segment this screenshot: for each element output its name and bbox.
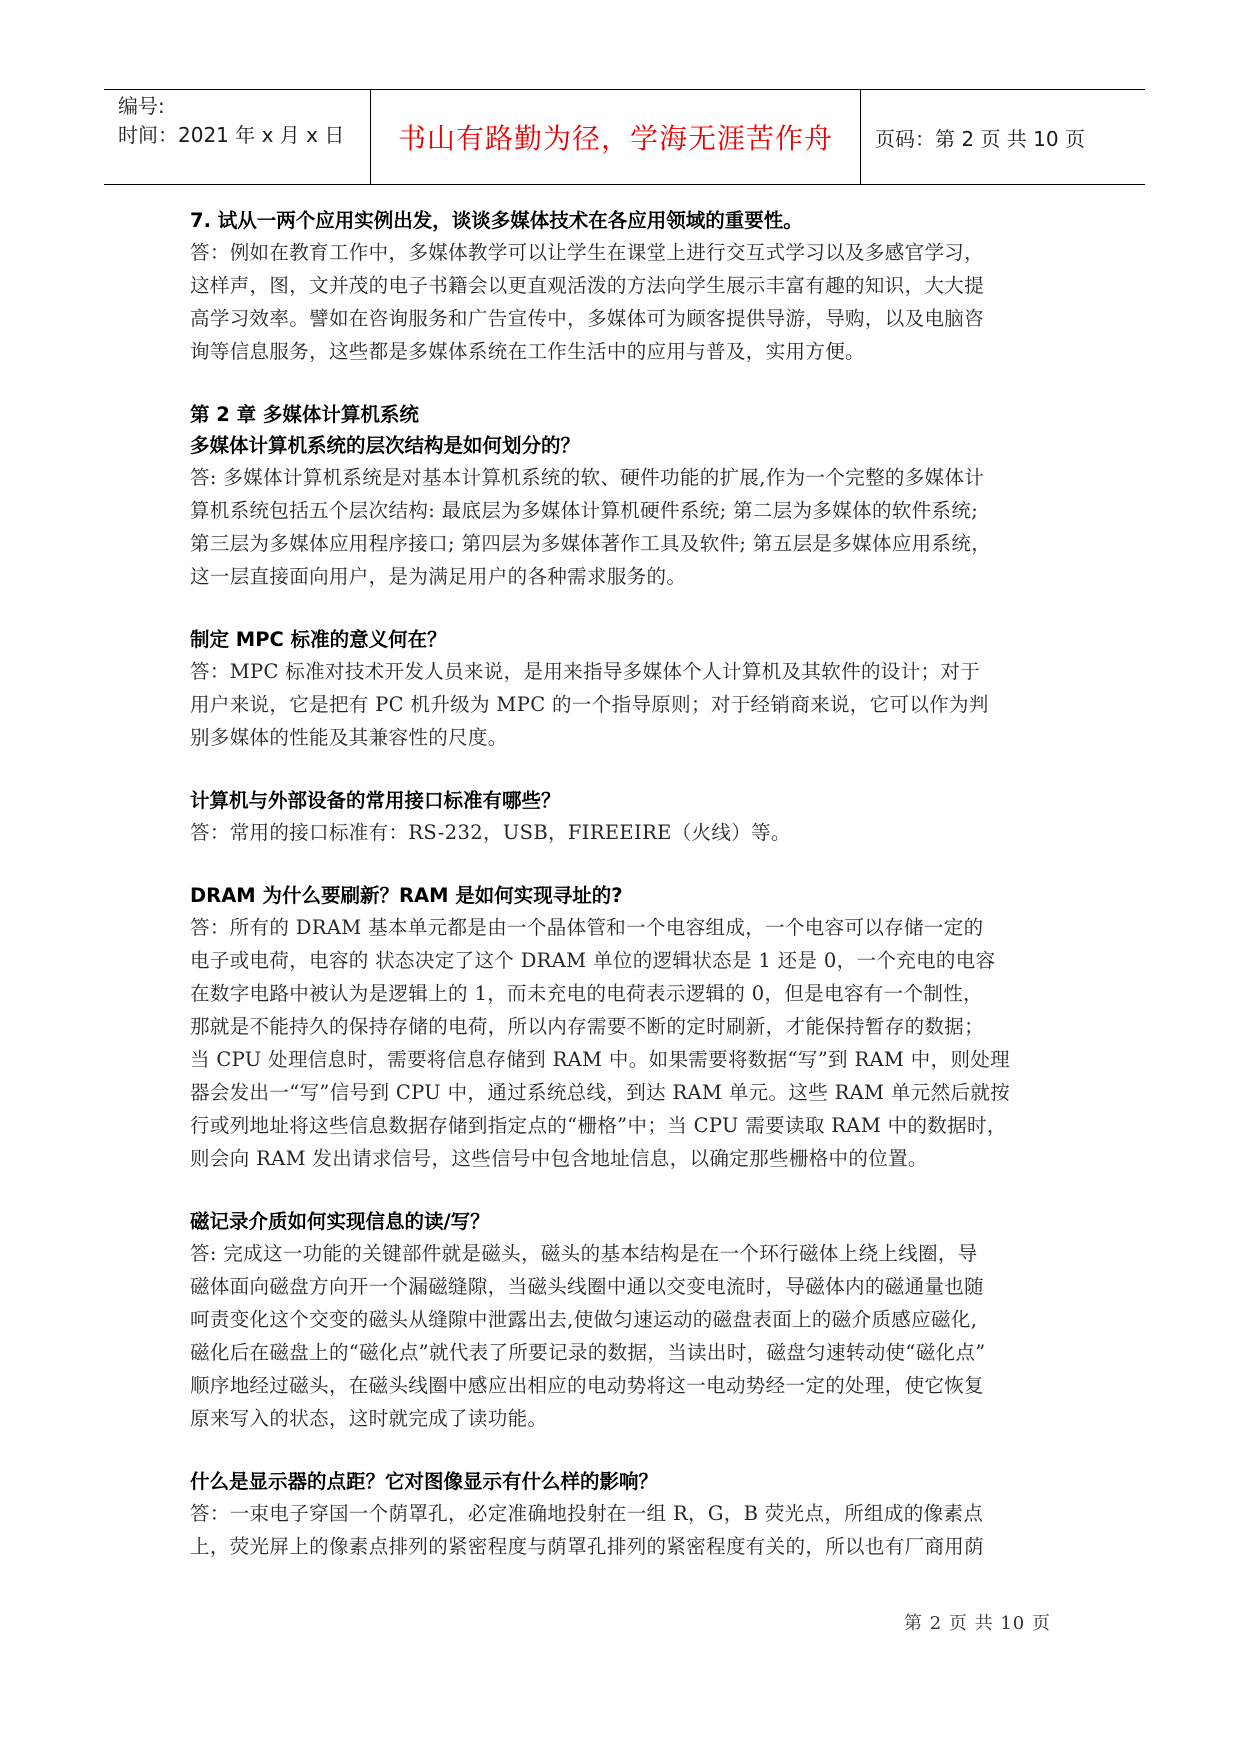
answer-line: 那就是不能持久的保持存储的电荷，所以内存需要不断的定时刷新，才能保持暂存的数据； <box>190 1015 985 1038</box>
document-time: 时间：2021 年 x 月 x 日 <box>118 123 345 147</box>
answer-line: 高学习效率。譬如在咨询服务和广告宣传中，多媒体可为顾客提供导游，导购，以及电脑咨 <box>190 307 985 330</box>
answer-line: 这样声，图，文并茂的电子书籍会以更直观活泼的方法向学生展示丰富有趣的知识，大大提 <box>190 274 985 297</box>
answer-line: 上，荧光屏上的像素点排列的紧密程度与荫罩孔排列的紧密程度有关的，所以也有厂商用荫 <box>190 1535 985 1558</box>
answer-line: 用户来说，它是把有 PC 机升级为 MPC 的一个指导原则；对于经销商来说，它可以作为判 <box>190 693 989 716</box>
answer-line: 顺序地经过磁头，在磁头线圈中感应出相应的电动势将这一电动势经一定的处理，使它恢复 <box>190 1374 985 1397</box>
answer-line: 行或列地址将这些信息数据存储到指定点的“栅格”中；当 CPU 需要读取 RAM 中的数据时， <box>190 1114 1007 1137</box>
answer-line: 询等信息服务，这些都是多媒体系统在工作生活中的应用与普及，实用方便。 <box>190 340 865 363</box>
answer-line: 当 CPU 处理信息时，需要将信息存储到 RAM 中。如果需要将数据“写”到 RAM 中，则处理 <box>190 1048 1011 1071</box>
answer-line: 第三层为多媒体应用程序接口; 第四层为多媒体著作工具及软件; 第五层是多媒体应用系统， <box>190 532 992 555</box>
qa-block <box>190 785 1070 849</box>
answer-line: 则会向 RAM 发出请求信号，这些信号中包含地址信息，以确定那些栅格中的位置。 <box>190 1147 928 1170</box>
answer-line: 别多媒体的性能及其兼容性的尺度。 <box>190 726 508 749</box>
answer-line: 答：一束电子穿国一个荫罩孔，必定准确地投射在一组 R，G，B 荧光点，所组成的像素点 <box>190 1502 984 1525</box>
answer-line: 电子或电荷，电容的 状态决定了这个 DRAM 单位的逻辑状态是 1 还是 0，一个充电的电容 <box>190 949 996 972</box>
answer-line: 答：例如在教育工作中，多媒体教学可以让学生在课堂上进行交互式学习以及多感官学习， <box>190 241 985 264</box>
answer-line: 答: 完成这一功能的关键部件就是磁头，磁头的基本结构是在一个环行磁体上绕上线圈，导 <box>190 1242 978 1265</box>
qa-block <box>190 399 1070 593</box>
answer-line: 答：常用的接口标准有：RS-232，USB，FIREEIRE（火线）等。 <box>190 821 791 844</box>
answer-line: 原来写入的状态，这时就完成了读功能。 <box>190 1407 548 1430</box>
header-page-info: 页码：第 2 页 共 10 页 <box>875 126 1085 151</box>
question-heading: 磁记录介质如何实现信息的读/写？ <box>190 1210 490 1233</box>
header-motto: 书山有路勤为径，学海无涯苦作舟 <box>370 90 861 184</box>
page-footer-number: 第 2 页 共 10 页 <box>904 1613 1051 1634</box>
header-left-cell <box>104 90 370 184</box>
answer-line: 在数字电路中被认为是逻辑上的 1，而未充电的电荷表示逻辑的 0，但是电容有一个制性， <box>190 982 983 1005</box>
question-heading: 第 2 章 多媒体计算机系统 <box>190 403 419 426</box>
qa-block <box>190 1206 1070 1435</box>
answer-line: 算机系统包括五个层次结构: 最底层为多媒体计算机硬件系统; 第二层为多媒体的软件系统; <box>190 499 979 522</box>
question-heading: DRAM 为什么要刷新？RAM 是如何实现寻址的? <box>190 884 623 907</box>
qa-block <box>190 880 1070 1175</box>
answer-line: 答: 多媒体计算机系统是对基本计算机系统的软、硬件功能的扩展,作为一个完整的多媒体计 <box>190 466 985 489</box>
document-number-label: 编号: <box>118 94 165 118</box>
qa-block <box>190 624 1070 754</box>
question-heading: 7. 试从一两个应用实例出发，谈谈多媒体技术在各应用领域的重要性。 <box>190 209 803 232</box>
document-body <box>190 205 1070 1594</box>
page-header <box>104 89 1145 185</box>
answer-line: 答：所有的 DRAM 基本单元都是由一个晶体管和一个电容组成，一个电容可以存储一定的 <box>190 916 984 939</box>
question-heading: 计算机与外部设备的常用接口标准有哪些？ <box>190 789 561 812</box>
qa-block <box>190 205 1070 368</box>
question-heading: 什么是显示器的点距？它对图像显示有什么样的影响？ <box>190 1470 659 1493</box>
answer-line: 器会发出一“写”信号到 CPU 中，通过系统总线，到达 RAM 单元。这些 RAM 单元然后就按 <box>190 1081 1011 1104</box>
answer-line: 磁体面向磁盘方向开一个漏磁缝隙，当磁头线圈中通以交变电流时，导磁体内的磁通量也随 <box>190 1275 985 1298</box>
answer-line: 这一层直接面向用户，是为满足用户的各种需求服务的。 <box>190 565 687 588</box>
answer-line: 呵责变化这个交变的磁头从缝隙中泄露出去,使做匀速运动的磁盘表面上的磁介质感应磁化, <box>190 1308 978 1331</box>
answer-line: 磁化后在磁盘上的“磁化点”就代表了所要记录的数据，当读出时，磁盘匀速转动使“磁化点” <box>190 1341 986 1364</box>
question-heading: 多媒体计算机系统的层次结构是如何划分的？ <box>190 434 581 457</box>
answer-line: 答：MPC 标准对技术开发人员来说，是用来指导多媒体个人计算机及其软件的设计；对于 <box>190 660 981 683</box>
qa-block <box>190 1466 1070 1563</box>
question-heading: 制定 MPC 标准的意义何在？ <box>190 628 447 651</box>
